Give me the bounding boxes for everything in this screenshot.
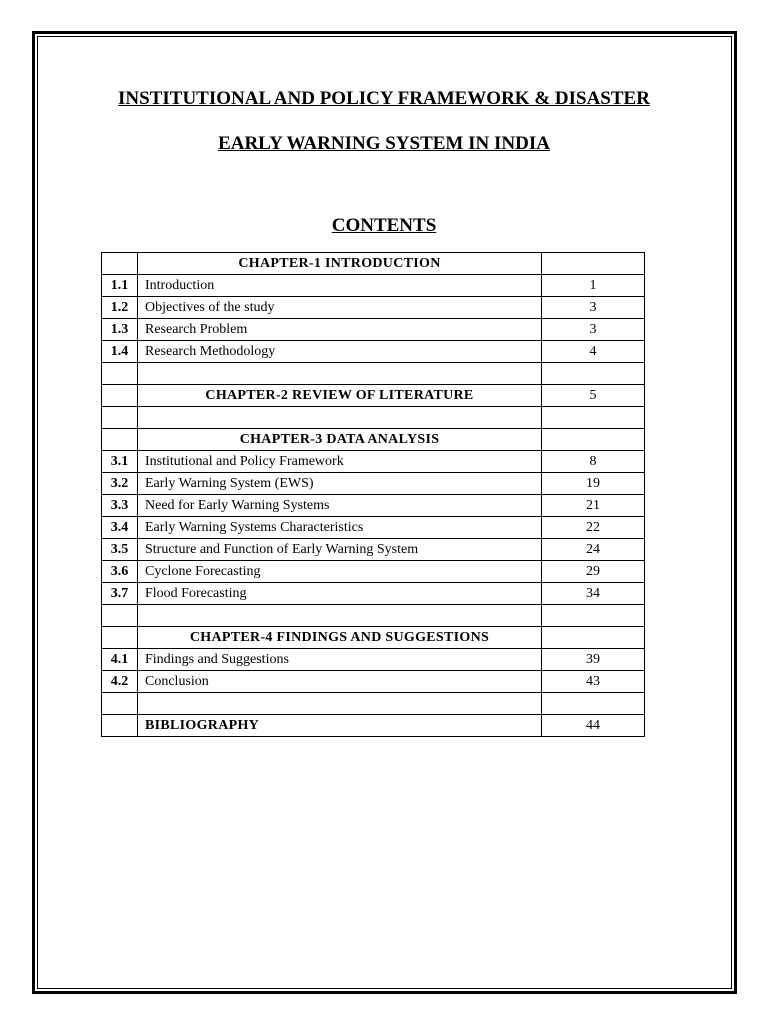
toc-section-number — [102, 627, 138, 649]
toc-section-number: 3.6 — [102, 561, 138, 583]
contents-heading: CONTENTS — [331, 215, 437, 236]
toc-section-title: Need for Early Warning Systems — [138, 495, 542, 517]
toc-row — [102, 473, 645, 495]
toc-row — [102, 275, 645, 297]
toc-row — [102, 715, 645, 737]
toc-page-number: 21 — [542, 495, 645, 517]
toc-section-title: Conclusion — [138, 671, 542, 693]
toc-section-number: 1.2 — [102, 297, 138, 319]
toc-section-title — [138, 693, 542, 715]
toc-page-number: 24 — [542, 539, 645, 561]
toc-row — [102, 583, 645, 605]
toc-page-number: 3 — [542, 297, 645, 319]
toc-section-title: Early Warning Systems Characteristics — [138, 517, 542, 539]
toc-section-number: 1.3 — [102, 319, 138, 341]
toc-section-number: 4.2 — [102, 671, 138, 693]
toc-section-number — [102, 429, 138, 451]
toc-chapter-row — [102, 627, 645, 649]
toc-page-number: 5 — [542, 385, 645, 407]
toc-page-number: 39 — [542, 649, 645, 671]
toc-section-title: Flood Forecasting — [138, 583, 542, 605]
toc-row — [102, 319, 645, 341]
toc-page-number: 19 — [542, 473, 645, 495]
toc-page-number — [542, 253, 645, 275]
toc-page-number: 8 — [542, 451, 645, 473]
toc-section-number: 4.1 — [102, 649, 138, 671]
toc-page-number — [542, 605, 645, 627]
toc-row — [102, 297, 645, 319]
toc-section-number — [102, 407, 138, 429]
toc-section-title: BIBLIOGRAPHY — [138, 715, 542, 737]
toc-section-number: 3.4 — [102, 517, 138, 539]
toc-section-number: 3.3 — [102, 495, 138, 517]
toc-chapter-title: CHAPTER-1 INTRODUCTION — [138, 253, 542, 275]
toc-section-number: 3.1 — [102, 451, 138, 473]
toc-section-number — [102, 715, 138, 737]
toc-section-title: Institutional and Policy Framework — [138, 451, 542, 473]
toc-page-number — [542, 407, 645, 429]
toc-section-number — [102, 363, 138, 385]
toc-page-number: 3 — [542, 319, 645, 341]
toc-page-number — [542, 693, 645, 715]
toc-page-number — [542, 627, 645, 649]
toc-section-number — [102, 605, 138, 627]
toc-section-title: Objectives of the study — [138, 297, 542, 319]
toc-chapter-row — [102, 253, 645, 275]
toc-section-number — [102, 253, 138, 275]
toc-section-number: 1.1 — [102, 275, 138, 297]
document-title-line-1: INSTITUTIONAL AND POLICY FRAMEWORK & DISASTER — [118, 88, 650, 109]
toc-section-title — [138, 605, 542, 627]
toc-row — [102, 649, 645, 671]
toc-body — [102, 253, 645, 737]
toc-chapter-title: CHAPTER-4 FINDINGS AND SUGGESTIONS — [138, 627, 542, 649]
toc-page-number: 22 — [542, 517, 645, 539]
toc-chapter-row — [102, 429, 645, 451]
toc-section-title: Research Problem — [138, 319, 542, 341]
toc-chapter-row — [102, 385, 645, 407]
toc-section-title: Cyclone Forecasting — [138, 561, 542, 583]
table-of-contents — [101, 252, 645, 737]
toc-chapter-title: CHAPTER-3 DATA ANALYSIS — [138, 429, 542, 451]
toc-chapter-title: CHAPTER-2 REVIEW OF LITERATURE — [138, 385, 542, 407]
toc-spacer-row — [102, 407, 645, 429]
document-title-line-2: EARLY WARNING SYSTEM IN INDIA — [218, 133, 550, 154]
toc-section-title: Early Warning System (EWS) — [138, 473, 542, 495]
toc-section-title: Structure and Function of Early Warning System — [138, 539, 542, 561]
toc-row — [102, 517, 645, 539]
toc-page-number: 34 — [542, 583, 645, 605]
toc-row — [102, 341, 645, 363]
toc-section-number: 3.2 — [102, 473, 138, 495]
toc-page-number: 4 — [542, 341, 645, 363]
toc-section-number: 3.5 — [102, 539, 138, 561]
toc-section-number — [102, 385, 138, 407]
toc-section-title: Findings and Suggestions — [138, 649, 542, 671]
toc-section-title — [138, 407, 542, 429]
toc-section-title — [138, 363, 542, 385]
toc-section-title: Research Methodology — [138, 341, 542, 363]
toc-row — [102, 495, 645, 517]
toc-page-number: 43 — [542, 671, 645, 693]
toc-row — [102, 561, 645, 583]
toc-spacer-row — [102, 605, 645, 627]
toc-page-number: 29 — [542, 561, 645, 583]
toc-row — [102, 451, 645, 473]
toc-page-number: 1 — [542, 275, 645, 297]
toc-section-title: Introduction — [138, 275, 542, 297]
toc-row — [102, 671, 645, 693]
toc-section-number: 3.7 — [102, 583, 138, 605]
toc-spacer-row — [102, 363, 645, 385]
toc-page-number: 44 — [542, 715, 645, 737]
toc-page-number — [542, 363, 645, 385]
toc-section-number: 1.4 — [102, 341, 138, 363]
toc-spacer-row — [102, 693, 645, 715]
toc-section-number — [102, 693, 138, 715]
toc-page-number — [542, 429, 645, 451]
toc-row — [102, 539, 645, 561]
